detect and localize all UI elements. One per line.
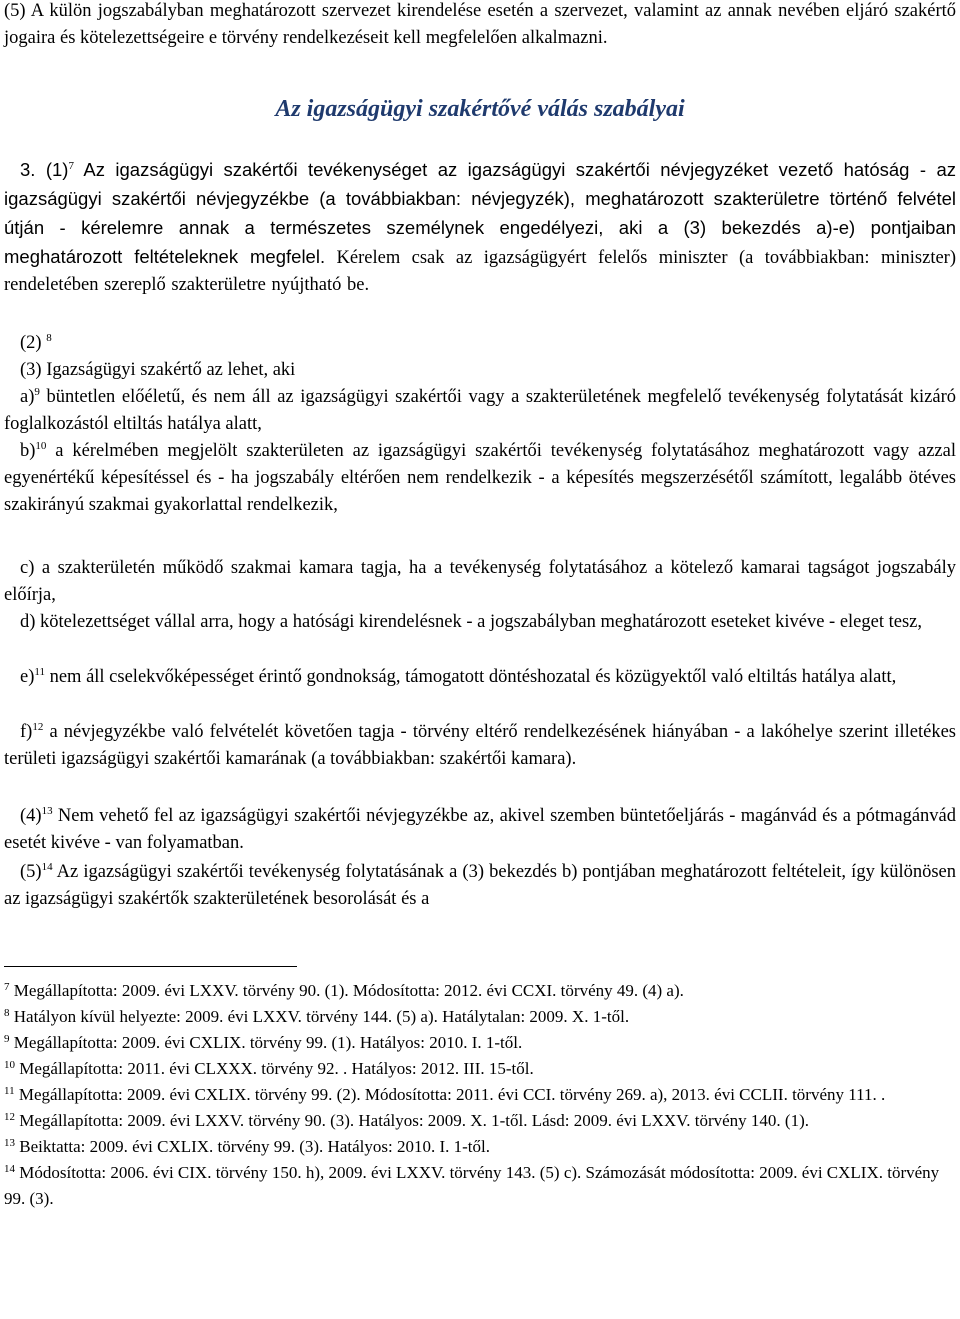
footnote-text: Megállapította: 2009. évi CXLIX. törvény 99. (2). Módosította: 2011. évi CCI. törvény 269. a), 2013. évi CCLII. törvény 111. .	[14, 1085, 886, 1104]
paragraph-text: Az igazságügyi szakértői tevékenységet az igazságügyi szakértői névjegyzéket vezető hatóság - az igazságügyi szakértői névjegyzékbe (a továbbiakban: névjegyzék), meghatározott szakterületre történő felvétel útján - kérelemre annak a természetes személynek engedélyezi, aki a (3) bekezdés a)-e) pontjaiban meghatározott feltételeknek megfelel.	[4, 159, 956, 267]
paragraph-text: (5) A külön jogszabályban meghatározott szervezet kirendelése esetén a szervezet, valamint az annak nevében eljáró szakértő jogaira és kötelezettségeire e törvény rendelkezéseit kell megfelelően alkalmazni.	[4, 1, 956, 48]
paragraph-4	[4, 803, 956, 857]
footnote-number: 12	[4, 1111, 15, 1123]
item-lead: b)	[20, 441, 36, 461]
footnote-ref[interactable]: 8	[46, 332, 52, 344]
footnote-text: Beiktatta: 2009. évi CXLIX. törvény 99. (3). Hatályos: 2010. I. 1-től.	[15, 1137, 490, 1156]
paragraph-5	[4, 859, 956, 913]
item-text: a névjegyzékbe való felvételét követően tagja - törvény eltérő rendelkezésének hiányában - a lakóhelye szerint illetékes területi igazságügyi szakértői kamarának (a továbbiakban: szakértői kamara).	[4, 722, 956, 769]
footnote-number: 13	[4, 1137, 15, 1149]
footnotes	[4, 978, 956, 1212]
footnote-ref[interactable]: 10	[35, 440, 47, 452]
footnote-11	[4, 1082, 956, 1108]
footnote-13	[4, 1134, 956, 1160]
footnote-ref[interactable]: 7	[68, 160, 74, 172]
paragraph-2	[4, 330, 956, 357]
item-c	[4, 555, 956, 609]
item-f	[4, 719, 956, 773]
footnote-text: Megállapította: 2009. évi CXLIX. törvény 99. (1). Hatályos: 2010. I. 1-től.	[9, 1033, 523, 1052]
footnote-number: 14	[4, 1163, 15, 1175]
item-text: a kérelmében megjelölt szakterületen az igazságügyi szakértői tevékenység folytatásához meghatározott vagy azzal egyenértékű képesítéssel és - ha jogszabály eltérően nem rendelkezik - a képesítés megszerzésétől számított, legalább ötéves szakirányú szakmai gyakorlattal rendelkezik,	[4, 441, 956, 515]
footnote-7	[4, 978, 956, 1004]
item-lead: f)	[20, 722, 33, 742]
footnote-text: Megállapította: 2009. évi LXXV. törvény 90. (3). Hatályos: 2009. X. 1-től. Lásd: 2009. évi LXXV. törvény 140. (1).	[15, 1111, 810, 1130]
paragraph-text: Nem vehető fel az igazságügyi szakértői névjegyzékbe az, akivel szemben büntetőeljárás - magánvád és a pótmagánvád esetét kivéve - van folyamatban.	[4, 806, 956, 853]
paragraph-text: Az igazságügyi szakértői tevékenység folytatásának a (3) bekezdés b) pontjában meghatározott feltételeit, így különösen az igazságügyi szakértők szakterületének besorolását és a	[4, 862, 956, 909]
footnote-ref[interactable]: 13	[41, 805, 53, 817]
footnote-text: Hatályon kívül helyezte: 2009. évi LXXV. törvény 144. (5) a). Hatálytalan: 2009. X. 1-től.	[9, 1007, 630, 1026]
footnote-separator	[4, 966, 297, 967]
footnote-number: 7	[4, 981, 10, 993]
paragraph-lead: (5)	[20, 862, 42, 882]
item-b	[4, 438, 956, 519]
item-d	[4, 609, 956, 636]
footnote-12	[4, 1108, 956, 1134]
footnote-ref[interactable]: 12	[32, 721, 44, 733]
item-text: d) kötelezettséget vállal arra, hogy a hatósági kirendelésnek - a jogszabályban meghatározott eseteket kivéve - eleget tesz,	[20, 612, 922, 632]
footnote-ref[interactable]: 9	[34, 386, 40, 398]
item-text: nem áll cselekvőképességet érintő gondnokság, támogatott döntéshozatal és közügyektől való eltiltás hatálya alatt,	[44, 667, 897, 687]
paragraph-3	[4, 357, 956, 384]
item-lead: a)	[20, 387, 35, 407]
footnote-text: Megállapította: 2011. évi CLXXX. törvény 92. . Hatályos: 2012. III. 15-től.	[15, 1059, 534, 1078]
section-3-lead: 3. (1)	[20, 159, 69, 180]
paragraph-text: Kérelem csak az igazságügyért felelős miniszter (a továbbiakban: miniszter) rendeletében szereplő szakterületre nyújtható be.	[4, 248, 956, 295]
paragraph-lead: (4)	[20, 806, 42, 826]
footnote-number: 10	[4, 1059, 15, 1071]
item-a	[4, 384, 956, 438]
footnote-9	[4, 1030, 956, 1056]
footnote-text: Módosította: 2006. évi CIX. törvény 150. h), 2009. évi LXXV. törvény 143. (5) c). Számozását módosította: 2009. évi CXLIX. törvény 99. (3).	[4, 1163, 940, 1208]
paragraph-lead: (2)	[20, 333, 42, 353]
item-text: büntetlen előéletű, és nem áll az igazságügyi szakértői vagy a szakterületének megfelelő tevékenység folytatását kizáró foglalkozástól eltiltás hatálya alatt,	[4, 387, 956, 434]
footnote-14	[4, 1160, 956, 1212]
footnote-8	[4, 1004, 956, 1030]
item-e	[4, 664, 956, 691]
footnote-text: Megállapította: 2009. évi LXXV. törvény 90. (1). Módosította: 2012. évi CCXI. törvény 49. (4) a).	[9, 981, 684, 1000]
footnote-ref[interactable]: 11	[34, 666, 45, 678]
item-lead: e)	[20, 667, 35, 687]
paragraph-5-intro	[4, 0, 956, 52]
section-3-paragraph-1	[4, 156, 956, 299]
footnote-number: 11	[4, 1085, 15, 1097]
item-text: c) a szakterületén működő szakmai kamara tagja, ha a tevékenység folytatásához a kötelező kamarai tagságot jogszabály előírja,	[4, 558, 956, 605]
paragraph-text: (3) Igazságügyi szakértő az lehet, aki	[20, 360, 296, 380]
footnote-ref[interactable]: 14	[41, 861, 53, 873]
footnote-number: 9	[4, 1033, 10, 1045]
footnote-10	[4, 1056, 956, 1082]
footnote-number: 8	[4, 1007, 10, 1019]
section-heading: Az igazságügyi szakértővé válás szabályai	[275, 96, 685, 122]
